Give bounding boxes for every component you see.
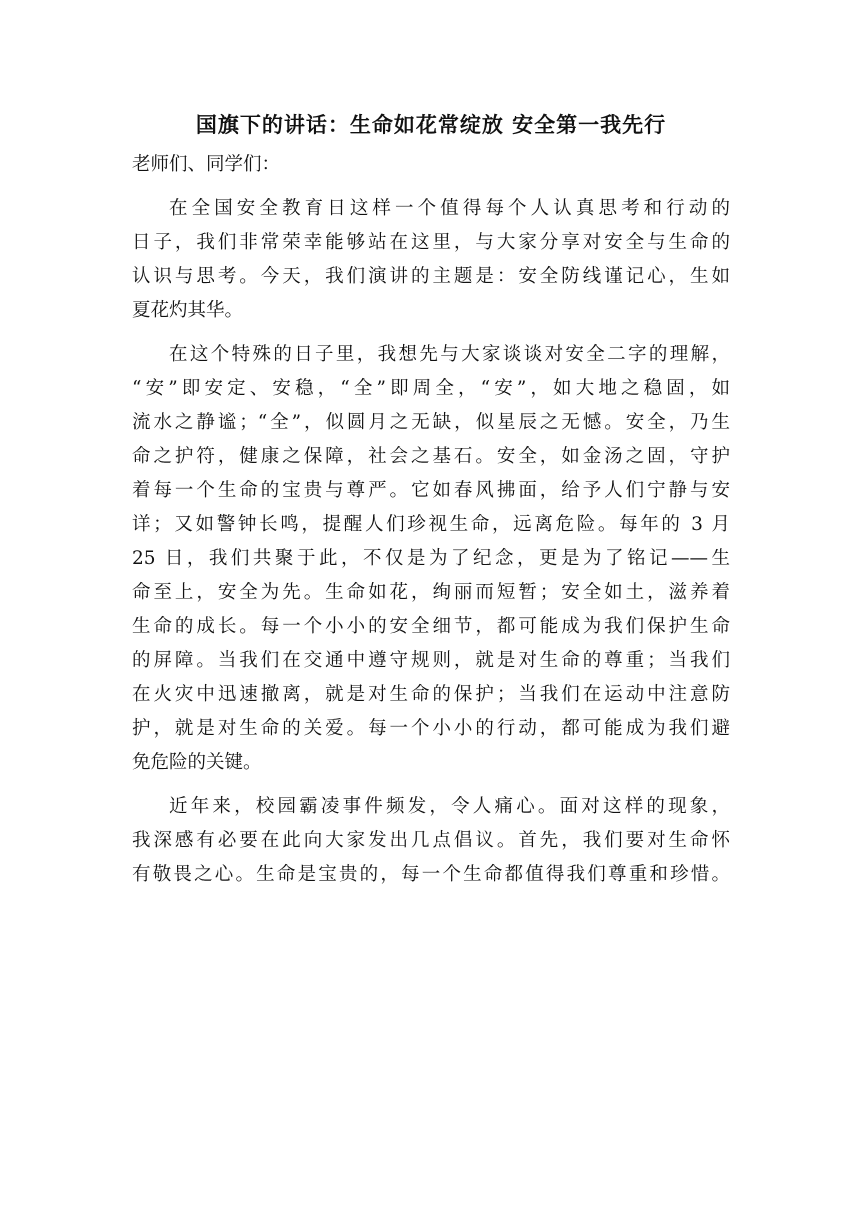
paragraph-3 xyxy=(132,790,730,892)
paragraph-line: 着每一个生命的宝贵与尊严。它如春风拂面，给予人们宁静与安 xyxy=(132,480,730,501)
paragraph-line: 的屏障。当我们在交通中遵守规则，就是对生命的尊重；当我们 xyxy=(132,650,730,671)
paragraph-line: 命之护符，健康之保障，社会之基石。安全，如金汤之固，守护 xyxy=(132,446,730,467)
paragraph-line: 命至上，安全为先。生命如花，绚丽而短暂；安全如土，滋养着 xyxy=(132,582,730,603)
paragraph-line: 护，就是对生命的关爱。每一个小小的行动，都可能成为我们避 xyxy=(132,718,730,739)
paragraph-1 xyxy=(132,192,730,328)
paragraph-line: 日子，我们非常荣幸能够站在这里，与大家分享对安全与生命的 xyxy=(132,232,730,253)
document-page xyxy=(132,108,730,892)
paragraph-line: 认识与思考。今天，我们演讲的主题是：安全防线谨记心，生如 xyxy=(132,266,730,287)
paragraph-line: 流水之静谧；“全”，似圆月之无缺，似星辰之无憾。安全，乃生 xyxy=(132,412,730,433)
paragraph-line: 在火灾中迅速撤离，就是对生命的保护；当我们在运动中注意防 xyxy=(132,684,730,705)
salutation: 老师们、同学们： xyxy=(132,154,281,175)
paragraph-line: “安”即安定、安稳，“全”即周全，“安”，如大地之稳固，如 xyxy=(132,378,730,399)
paragraph-line: 夏花灼其华。 xyxy=(132,300,244,321)
paragraph-line: 25 日，我们共聚于此，不仅是为了纪念，更是为了铭记——生 xyxy=(132,548,730,569)
paragraph-line: 在全国安全教育日这样一个值得每个人认真思考和行动的 xyxy=(169,198,730,219)
paragraph-line: 详；又如警钟长鸣，提醒人们珍视生命，远离危险。每年的 3 月 xyxy=(132,514,730,535)
paragraph-line: 生命的成长。每一个小小的安全细节，都可能成为我们保护生命 xyxy=(132,616,730,637)
paragraph-2 xyxy=(132,338,730,780)
paragraph-line: 我深感有必要在此向大家发出几点倡议。首先，我们要对生命怀 xyxy=(132,830,730,851)
paragraph-line: 近年来，校园霸凌事件频发，令人痛心。面对这样的现象， xyxy=(169,796,730,817)
document-title: 国旗下的讲话：生命如花常绽放 安全第一我先行 xyxy=(195,112,667,137)
paragraph-line: 在这个特殊的日子里，我想先与大家谈谈对安全二字的理解， xyxy=(169,344,730,365)
paragraph-line: 免危险的关键。 xyxy=(132,752,262,773)
paragraph-line: 有敬畏之心。生命是宝贵的，每一个生命都值得我们尊重和珍惜。 xyxy=(132,864,730,885)
